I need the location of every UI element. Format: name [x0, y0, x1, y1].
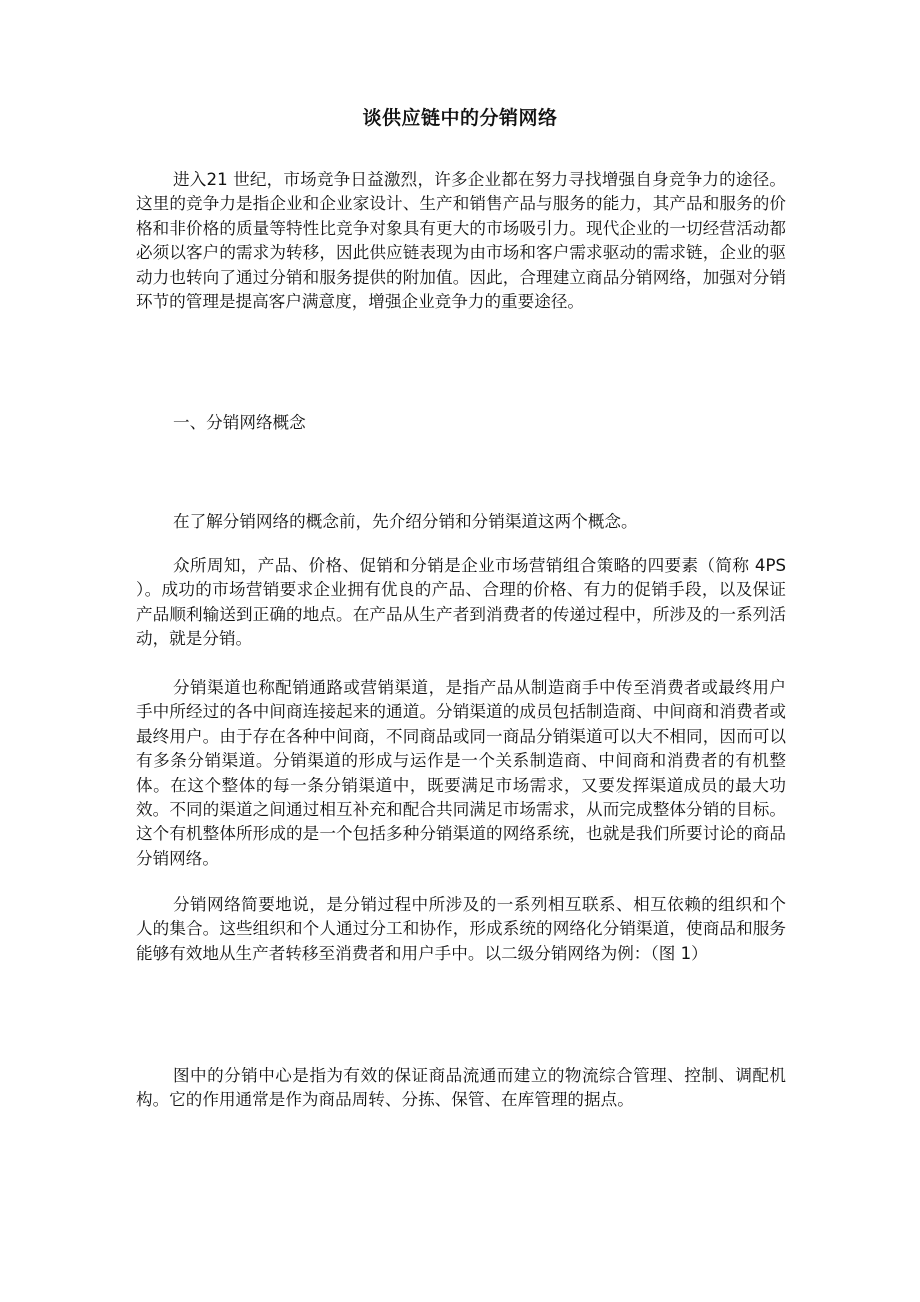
intro-paragraph: 进入21 世纪，市场竞争日益激烈，许多企业都在努力寻找增强自身竞争力的途径。这里的竞争力是指企业和企业家设计、生产和销售产品与服务的能力，其产品和服务的价格和非价格的质量等特性比竞争对象具有更大的市场吸引力。现代企业的一切经营活动都必须以客户的需求为转移，因此供应链表现为由市场和客户需求驱动的需求链，企业的驱动力也转向了通过分销和服务提供的附加值。因此，合理建立商品分销网络，加强对分销环节的管理是提高客户满意度，增强企业竞争力的重要途径。 — [136, 170, 786, 312]
paragraph-3: 分销渠道也称配销通路或营销渠道，是指产品从制造商手中传至消费者或最终用户手中所经过的各中间商连接起来的通道。分销渠道的成员包括制造商、中间商和消费者或最终用户。由于存在各种中间商，不同商品或同一商品分销渠道可以大不相同，因而可以有多条分销渠道。分销渠道的形成与运作是一个关系制造商、中间商和消费者的有机整体。在这个整体的每一条分销渠道中，既要满足市场需求，又要发挥渠道成员的最大功效。不同的渠道之间通过相互补充和配合共同满足市场需求，从而完成整体分销的目标。这个有机整体所形成的是一个包括多种分销渠道的网络系统，也就是我们所要讨论的商品分销网络。 — [136, 678, 786, 868]
paragraph-5: 图中的分销中心是指为有效的保证商品流通而建立的物流综合管理、控制、调配机构。它的作用通常是作为商品周转、分拣、保管、在库管理的据点。 — [136, 1066, 786, 1110]
paragraph-1: 在了解分销网络的概念前，先介绍分销和分销渠道这两个概念。 — [173, 512, 638, 531]
section-heading-1: 一、分销网络概念 — [173, 413, 306, 432]
paragraph-4: 分销网络简要地说，是分销过程中所涉及的一系列相互联系、相互依赖的组织和个人的集合。这些组织和个人通过分工和协作，形成系统的网络化分销渠道，使商品和服务能够有效地从生产者转移至消费者和用户手中。以二级分销网络为例：（图 1） — [136, 895, 786, 963]
document-title: 谈供应链中的分销网络 — [362, 107, 558, 129]
paragraph-2: 众所周知，产品、价格、促销和分销是企业市场营销组合策略的四要素（简称 4PS ）。成功的市场营销要求企业拥有优良的产品、合理的价格、有力的促销手段，以及保证产品顺利输送到正确的地点。在产品从生产者到消费者的传递过程中，所涉及的一系列活动，就是分销。 — [136, 556, 786, 649]
